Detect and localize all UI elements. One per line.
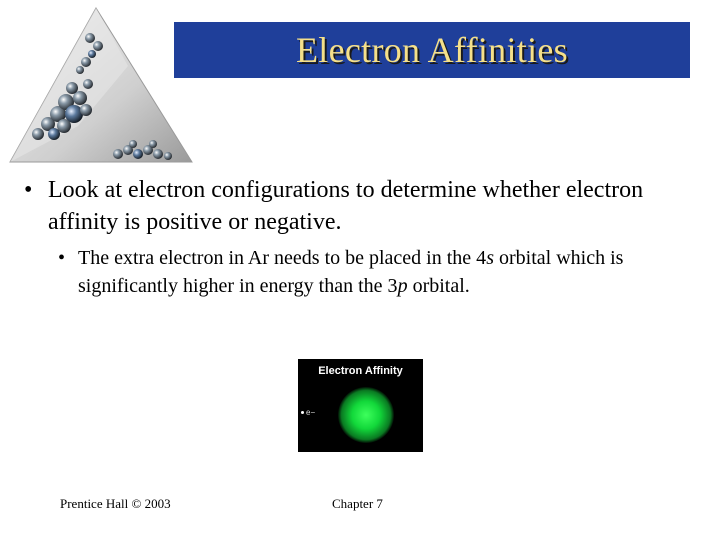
electron-dot-icon [301,411,304,414]
slide-title: Electron Affinities [296,30,568,70]
electron-affinity-animation[interactable] [298,359,423,452]
animation-label: Electron Affinity [318,365,403,377]
bullet-dot: • [24,177,33,203]
bullet-level-1 [24,174,684,238]
sub-bullet-part: orbital which is significantly higher in energy than the 3 [78,247,624,297]
bullet-level-2 [58,244,678,300]
orbital-p-italic: p [397,275,408,297]
bullet-dot: • [58,247,66,269]
footer-publisher: Prentice Hall © 2003 [60,496,171,511]
sub-bullet-part: orbital. [407,275,470,297]
electron-label: e− [306,408,316,417]
orbital-s-italic: s [486,247,494,269]
sub-bullet-part: The extra electron in Ar needs to be placed in the 4 [78,247,487,269]
title-bar [174,22,690,78]
footer-chapter: Chapter 7 [332,496,383,511]
atom-glow [338,387,394,443]
bullet-text: Look at electron configurations to determine whether electron affinity is positive or negative. [48,177,644,235]
molecule-triangle-graphic [8,6,194,166]
electron-marker [301,408,315,417]
sub-bullet-text [58,244,678,300]
